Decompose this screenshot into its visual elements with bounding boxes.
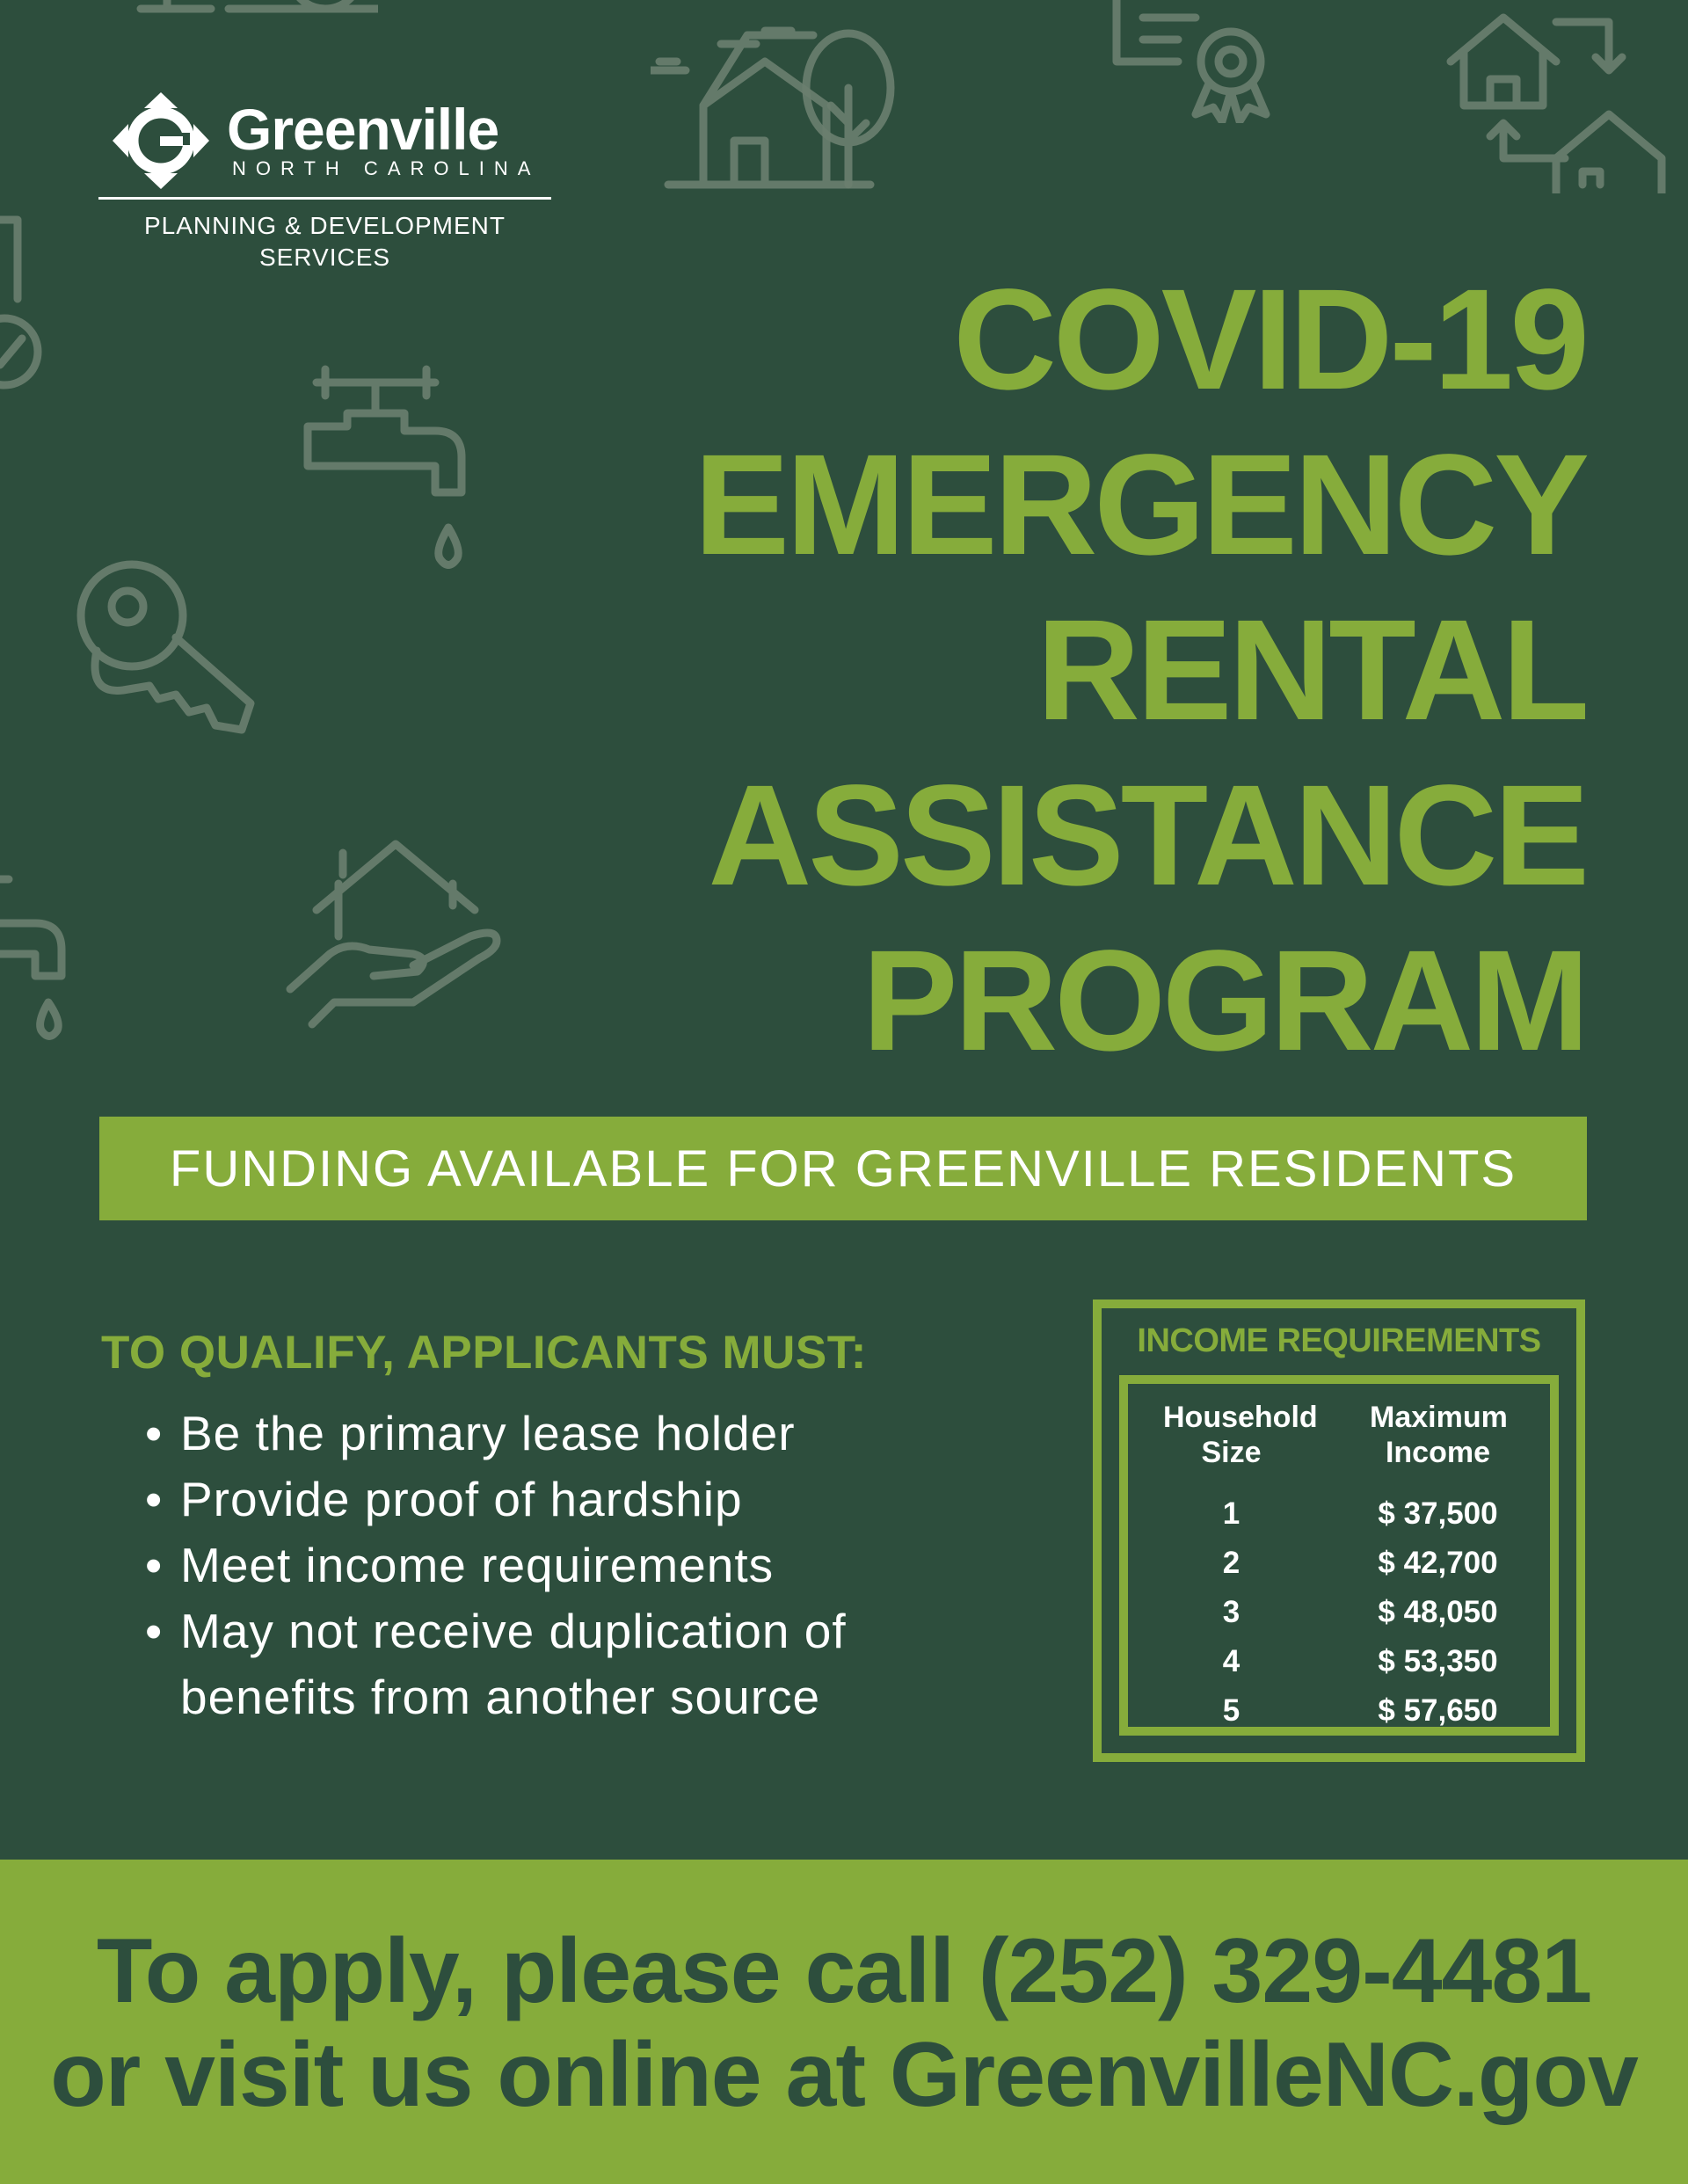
table-row — [1128, 1637, 1550, 1686]
household-size-cell: 4 — [1222, 1644, 1241, 1678]
maximum-income-header: Maximum Income — [1370, 1401, 1508, 1469]
maximum-income-cell: $ 37,500 — [1378, 1496, 1498, 1531]
table-row — [1128, 1588, 1550, 1637]
maximum-income-cell: $ 42,700 — [1378, 1546, 1498, 1580]
title-line-2: EMERGENCY — [694, 424, 1586, 585]
list-item: • May not receive duplication of benefits from another source — [145, 1604, 847, 1724]
income-table — [1128, 1400, 1550, 1736]
key-icon — [70, 554, 264, 747]
table-row — [1128, 1489, 1550, 1539]
water-faucet-icon — [295, 360, 488, 589]
household-size-cell: 5 — [1222, 1693, 1241, 1728]
qualification-list — [101, 1401, 980, 1730]
logo-divider — [98, 197, 551, 200]
footer-call-to-action — [0, 1860, 1688, 2184]
certificate-icon — [1108, 0, 1284, 123]
logo-city-name: Greenville — [227, 97, 499, 162]
logo-state-name: NORTH CAROLINA — [232, 157, 541, 179]
program-title — [694, 257, 1586, 1083]
income-table-header — [1128, 1400, 1550, 1470]
title-line-5: PROGRAM — [862, 920, 1586, 1081]
tree-icon — [796, 26, 901, 193]
qualification-heading: TO QUALIFY, APPLICANTS MUST: — [101, 1327, 867, 1379]
funding-banner-text: FUNDING AVAILABLE FOR GREENVILLE RESIDENTS — [169, 1139, 1517, 1198]
title-line-4: ASSISTANCE — [708, 754, 1586, 915]
income-requirements-box — [1093, 1299, 1585, 1762]
income-table-frame — [1119, 1375, 1559, 1736]
table-row — [1128, 1686, 1550, 1736]
income-requirements-heading: INCOME REQUIREMENTS — [1137, 1322, 1541, 1359]
checkmark-icon — [0, 211, 79, 413]
list-item: • Meet income requirements — [145, 1538, 775, 1592]
funding-banner — [99, 1117, 1587, 1220]
greenville-g-logo-icon — [109, 89, 213, 193]
list-item: • Be the primary lease holder — [145, 1406, 796, 1460]
maximum-income-cell: $ 48,050 — [1378, 1595, 1498, 1629]
household-size-cell: 3 — [1222, 1595, 1241, 1629]
greenville-logo — [98, 97, 551, 273]
title-line-3: RENTAL — [1037, 589, 1586, 750]
maximum-income-cell: $ 53,350 — [1378, 1644, 1498, 1678]
water-faucet-partial-icon — [0, 870, 88, 1046]
department-name: PLANNING & DEVELOPMENT SERVICES — [144, 212, 506, 271]
household-size-cell: 1 — [1222, 1496, 1241, 1531]
table-row — [1128, 1539, 1550, 1588]
maximum-income-cell: $ 57,650 — [1378, 1693, 1498, 1728]
title-line-1: COVID-19 — [953, 258, 1586, 419]
household-size-header: Household Size — [1163, 1401, 1318, 1469]
list-item: • Provide proof of hardship — [145, 1472, 743, 1526]
house-hand-icon — [281, 835, 519, 1046]
household-size-cell: 2 — [1222, 1546, 1241, 1580]
top-left-partial-icon — [132, 0, 378, 35]
qualification-section — [101, 1326, 980, 1730]
footer-website-line: or visit us online at GreenvilleNC.gov — [50, 2024, 1638, 2126]
footer-phone-line: To apply, please call (252) 329-4481 — [96, 1920, 1592, 2022]
house-exchange-icon — [1442, 9, 1670, 193]
